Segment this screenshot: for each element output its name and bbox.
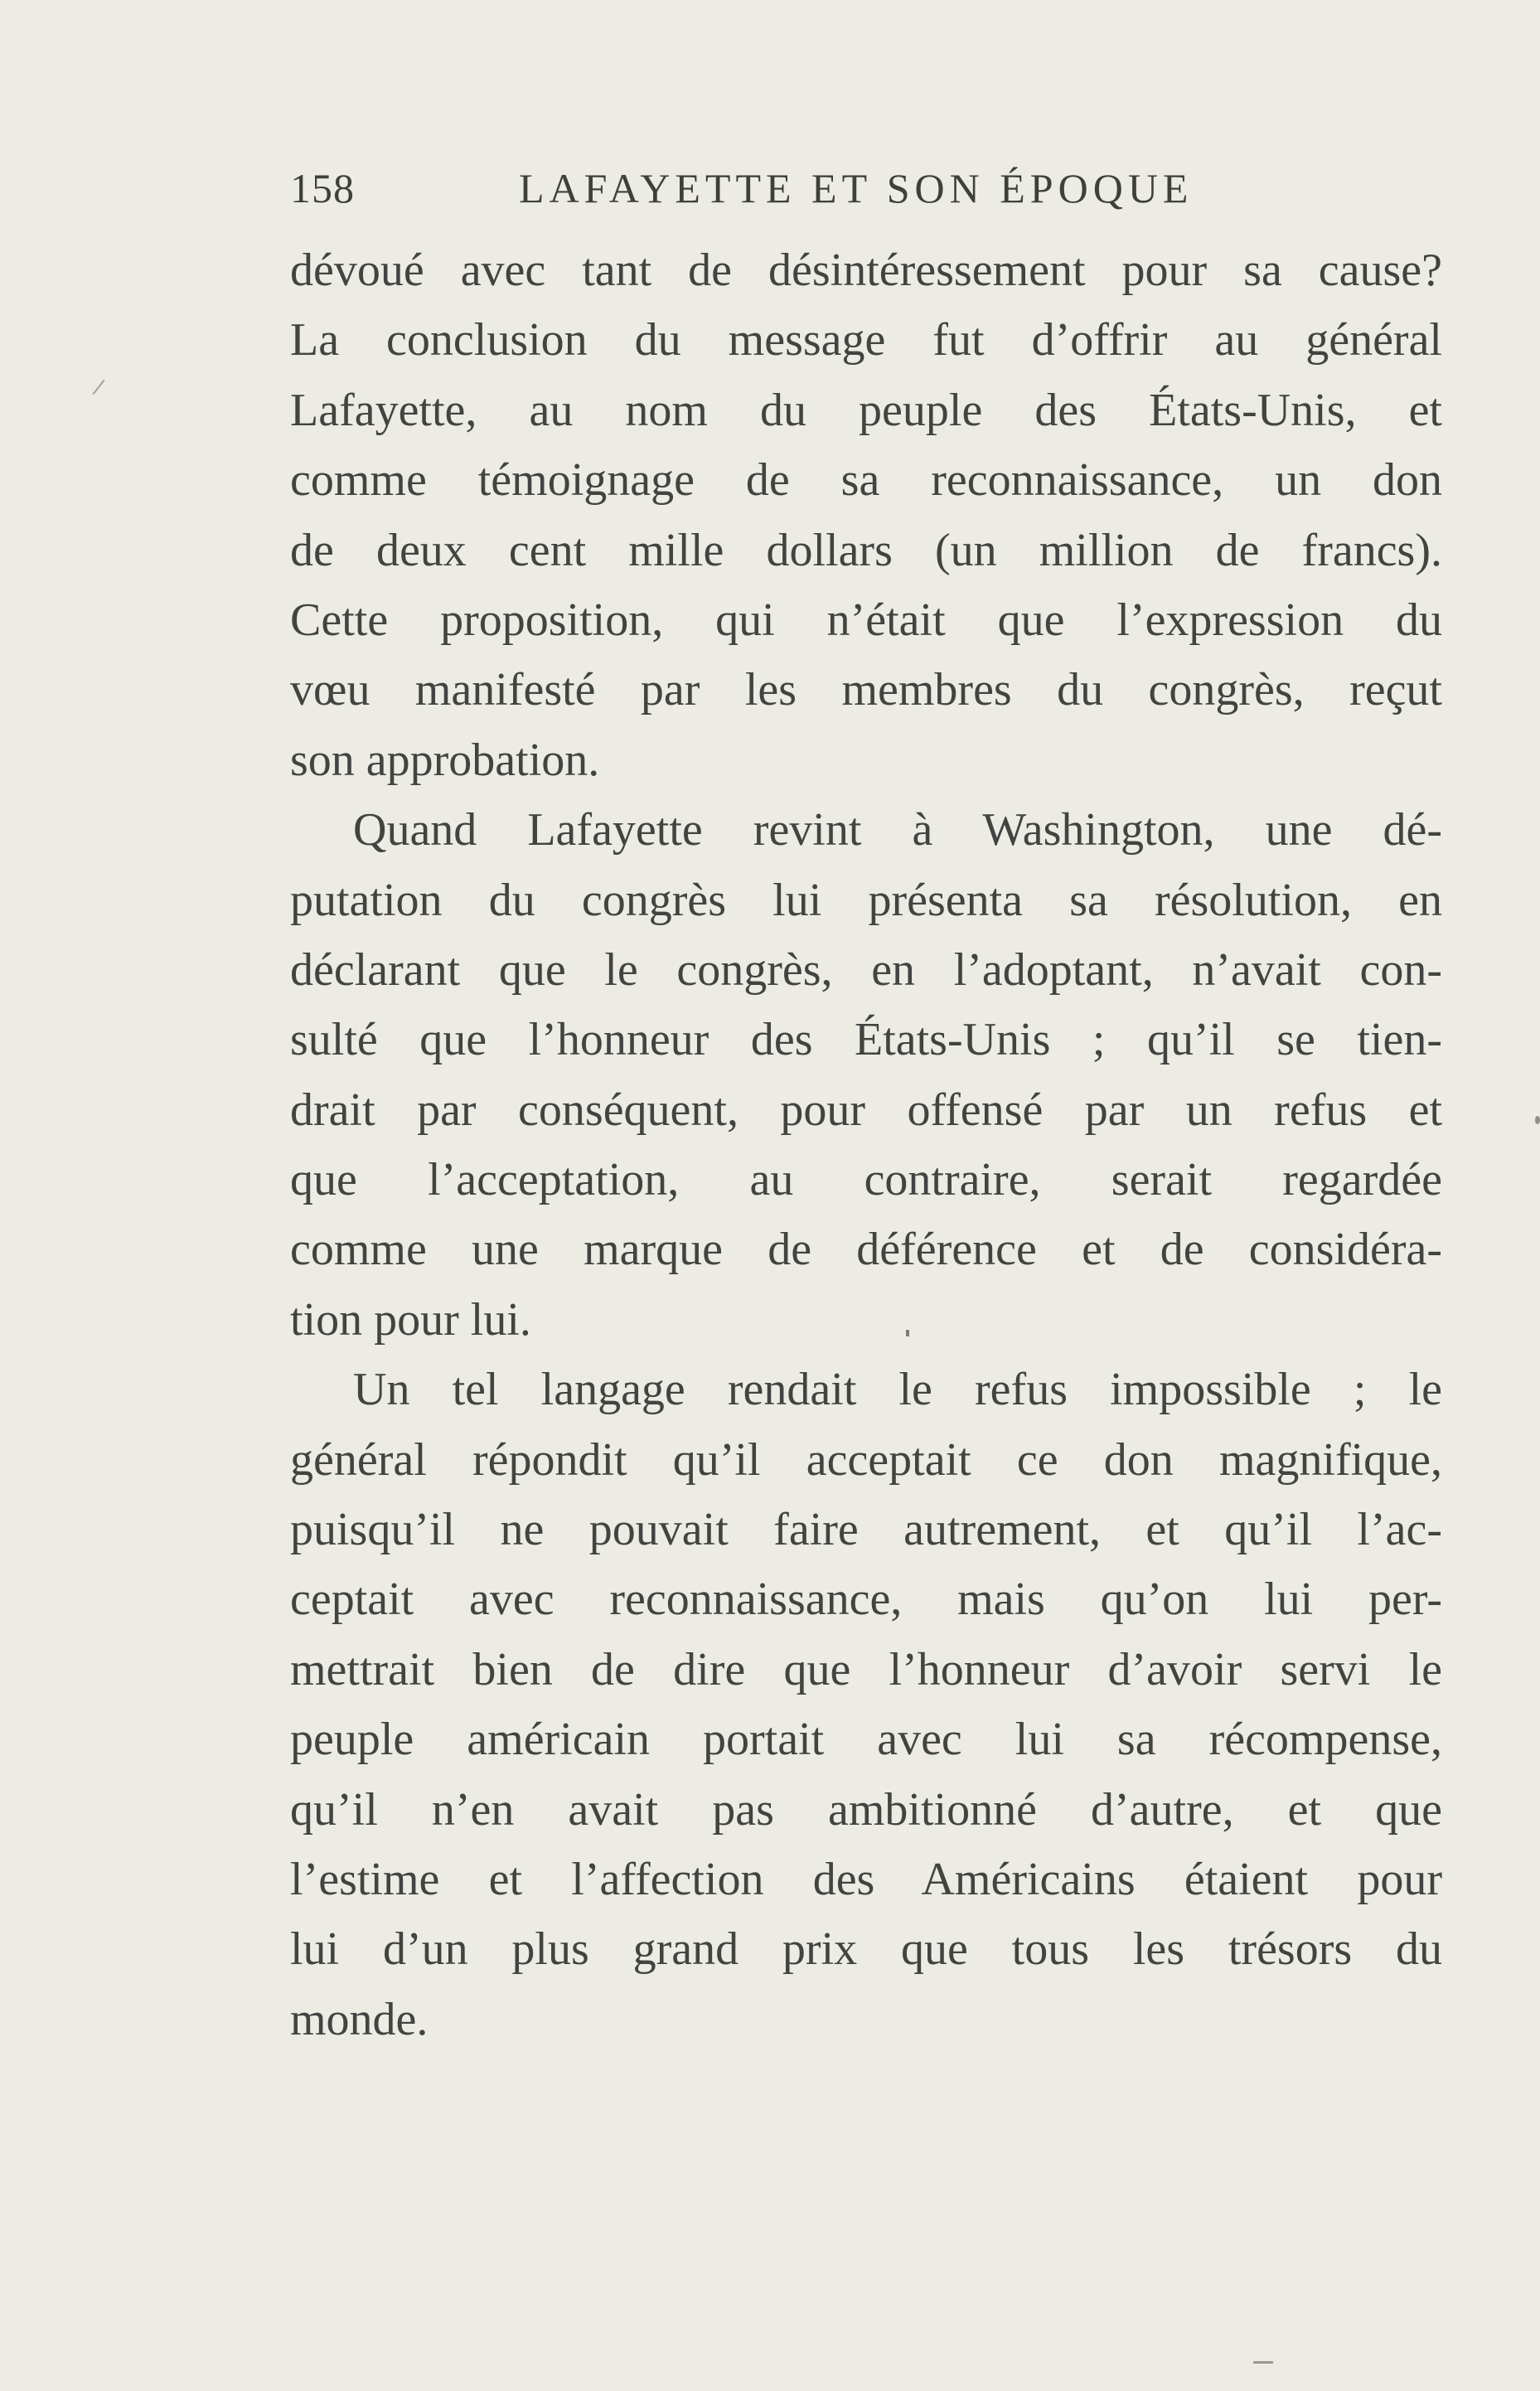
page-number: 158 [290,165,355,211]
text-line: général répondit qu’il acceptait ce don magnifique, [290,1433,1442,1486]
text-line: l’estime et l’affection des Américains étaient pour [290,1853,1442,1905]
text-line: vœu manifesté par les membres du congrès, reçut [290,664,1442,716]
text-line: déclarant que le congrès, en l’adoptant, n’avait con- [290,943,1442,996]
text-line: monde. [290,1993,429,2045]
text-line: Cette proposition, qui n’était que l’expression du [290,594,1442,646]
text-line: comme une marque de déférence et de considéra- [290,1224,1442,1276]
text-line: tion pour lui. [290,1293,531,1346]
text-line: son approbation. [290,734,600,786]
text-line: peuple américain portait avec lui sa récompense, [290,1714,1442,1766]
text-line: sulté que l’honneur des États-Unis ; qu’il se tien- [290,1014,1442,1066]
edge-speck [1535,1116,1540,1124]
text-line: La conclusion du message fut d’offrir au général [290,314,1442,366]
text-line: dévoué avec tant de désintéressement pour sa cause? [290,245,1442,296]
text-line: Lafayette, au nom du peuple des États-Unis, et [290,384,1442,436]
text-line: qu’il n’en avait pas ambitionné d’autre, et que [290,1783,1442,1836]
margin-pencil-mark [92,380,104,395]
text-line: que l’acceptation, au contraire, serait regardée [290,1154,1442,1206]
text-line: mettrait bien de dire que l’honneur d’avoir servi le [290,1643,1442,1695]
ink-speck [906,1330,909,1336]
page-header [290,164,1442,217]
text-line: comme témoignage de sa reconnaissance, un don [290,454,1442,507]
text-line: drait par conséquent, pour offensé par un refus et [290,1084,1442,1136]
text-line: putation du congrès lui présenta sa résolution, en [290,874,1442,926]
text-line: ceptait avec reconnaissance, mais qu’on lui per- [290,1574,1442,1626]
text-line: puisqu’il ne pouvait faire autrement, et qu’il l’ac- [290,1504,1442,1556]
bottom-speck [1253,2361,1273,2364]
text-line: Quand Lafayette revint à Washington, une dé- [353,804,1442,856]
text-line: de deux cent mille dollars (un million de francs). [290,524,1442,576]
body-text [290,235,1442,2054]
text-line: Un tel langage rendait le refus impossible ; le [353,1364,1442,1416]
running-title: LAFAYETTE ET SON ÉPOQUE [519,165,1194,211]
text-line: lui d’un plus grand prix que tous les trésors du [290,1923,1442,1976]
